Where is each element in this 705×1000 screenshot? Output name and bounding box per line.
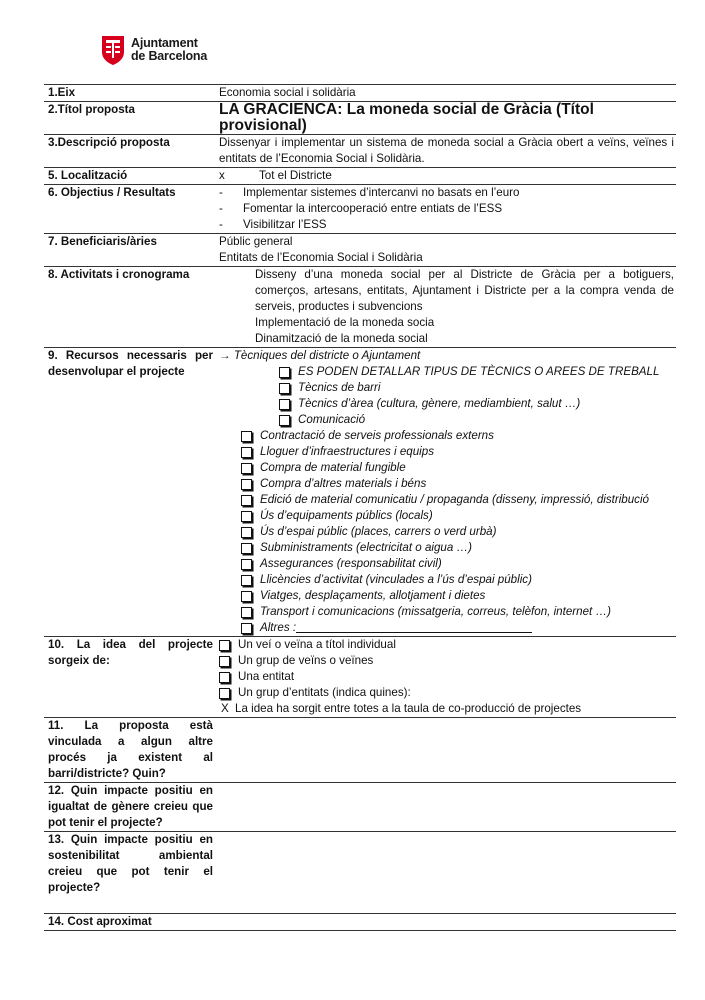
checkbox-icon[interactable] (279, 415, 290, 426)
beneficiari-item: Públic general (219, 235, 293, 248)
checkbox-icon[interactable] (219, 688, 230, 699)
label-activitats: 8. Activitats i cronograma (48, 268, 190, 281)
logo-text: Ajuntament de Barcelona (131, 36, 208, 63)
label-recursos: 9. Recursos necessaris per desenvolupar el projecte (48, 349, 213, 378)
recurs-item[interactable]: Edició de material comunicatiu / propaganda (disseny, impressió, distribució (219, 492, 674, 508)
label-eix: 1.Eix (48, 86, 76, 99)
localitzacio-text: Tot el Districte (259, 169, 332, 182)
idea-option[interactable]: Un grup de veïns o veïnes (219, 653, 674, 669)
row-vinculada (44, 718, 676, 783)
idea-selected: X La idea ha sorgit entre totes a la taula de co-producció de projectes (221, 702, 582, 715)
row-genere (44, 783, 676, 832)
checkbox-icon[interactable] (279, 399, 290, 410)
localitzacio-mark: x (219, 169, 225, 182)
value-descripcio: Dissenyar i implementar un sistema de moneda social a Gràcia obert a veïns, veïnes i entitats de l’Economia Social i Solidària. (219, 136, 674, 165)
idea-option[interactable]: Un veí o veïna a títol individual (219, 637, 674, 653)
checkbox-icon[interactable] (219, 640, 230, 651)
checkbox-icon[interactable] (279, 367, 290, 378)
label-beneficiaris: 7. Beneficiaris/àries (48, 235, 157, 248)
row-localitzacio (44, 168, 676, 185)
recurs-subitem[interactable]: ES PODEN DETALLAR TIPUS DE TÈCNICS O AREES DE TREBALL (219, 364, 674, 380)
activitat-item: Implementació de la moneda socia (255, 316, 435, 329)
label-genere: 12. Quin impacte positiu en igualtat de gènere creieu que pot tenir el projecte? (48, 784, 213, 829)
selected-mark: X (221, 702, 229, 715)
value-idea (215, 637, 676, 718)
recurs-item[interactable]: Contractació de serveis professionals externs (219, 428, 674, 444)
activitat-item: Dinamització de la moneda social (255, 332, 428, 345)
recurs-item[interactable]: Ús d’equipaments públics (locals) (219, 508, 674, 524)
recursos-header: → Tècniques del districte o Ajuntament (219, 349, 421, 362)
checkbox-icon[interactable] (241, 543, 252, 554)
label-sostenibilitat: 13. Quin impacte positiu en sostenibilitat ambiental creieu que pot tenir el projecte? (48, 833, 213, 894)
label-titol: 2.Títol proposta (48, 103, 135, 116)
altres-blank-line[interactable] (296, 620, 532, 633)
checkbox-icon[interactable] (241, 495, 252, 506)
idea-option[interactable]: Una entitat (219, 669, 674, 685)
row-activitats (44, 267, 676, 348)
label-idea: 10. La idea del projecte sorgeix de: (48, 638, 213, 667)
checkbox-icon[interactable] (241, 511, 252, 522)
idea-option[interactable]: Un grup d’entitats (indica quines): (219, 685, 674, 701)
row-sostenibilitat (44, 832, 676, 914)
recurs-subitem[interactable]: Comunicació (219, 412, 674, 428)
activitat-item: Disseny d’una moneda social per al Districte de Gràcia per a botiguers, comerços, artesans, entitats, Ajuntament i Districte per a la compra venda de serveis, productes i subvencions (255, 268, 674, 313)
checkbox-icon[interactable] (241, 591, 252, 602)
value-recursos (215, 348, 676, 637)
row-objectius (44, 185, 676, 234)
checkbox-icon[interactable] (241, 575, 252, 586)
row-idea (44, 637, 676, 718)
checkbox-icon[interactable] (219, 656, 230, 667)
ajuntament-logo (100, 33, 207, 67)
value-sostenibilitat[interactable] (215, 832, 676, 914)
row-titol (44, 102, 676, 135)
recurs-item[interactable]: Assegurances (responsabilitat civil) (219, 556, 674, 572)
checkbox-icon[interactable] (241, 607, 252, 618)
label-vinculada: 11. La proposta està vinculada a algun altre procés ja existent al barri/districte? Quin? (48, 719, 213, 780)
value-vinculada[interactable] (215, 718, 676, 783)
recurs-item[interactable]: Transport i comunicacions (missatgeria, correus, telèfon, internet …) (219, 604, 674, 620)
proposal-form (44, 84, 676, 931)
label-objectius: 6. Objectius / Resultats (48, 186, 176, 199)
barcelona-shield-icon (100, 34, 126, 66)
checkbox-icon[interactable] (219, 672, 230, 683)
value-localitzacio (215, 168, 676, 185)
recurs-subitem[interactable]: Tècnics de barri (219, 380, 674, 396)
row-beneficiaris (44, 234, 676, 267)
label-descripcio: 3.Descripció proposta (48, 136, 170, 149)
checkbox-icon[interactable] (241, 559, 252, 570)
recurs-item[interactable]: Subministraments (electricitat o aigua …) (219, 540, 674, 556)
label-cost: 14. Cost aproximat (48, 915, 152, 928)
checkbox-icon[interactable] (241, 527, 252, 538)
row-cost (44, 914, 676, 931)
value-beneficiaris (215, 234, 676, 267)
recurs-item[interactable]: Viatges, desplaçaments, allotjament i dietes (219, 588, 674, 604)
value-titol: LA GRACIENCA: La moneda social de Gràcia (Títol provisional) (219, 101, 594, 134)
row-descripcio (44, 135, 676, 168)
value-objectius (215, 185, 676, 234)
value-genere[interactable] (215, 783, 676, 832)
recurs-item[interactable]: Llicències d’activitat (vinculades a l’ús d’espai públic) (219, 572, 674, 588)
recurs-item[interactable]: Ús d’espai públic (places, carrers o verd urbà) (219, 524, 674, 540)
checkbox-icon[interactable] (241, 479, 252, 490)
checkbox-icon[interactable] (279, 383, 290, 394)
checkbox-icon[interactable] (241, 447, 252, 458)
recurs-altres[interactable]: Altres : (219, 620, 674, 636)
value-activitats (215, 267, 676, 348)
checkbox-icon[interactable] (241, 431, 252, 442)
checkbox-icon[interactable] (241, 623, 252, 634)
recurs-item[interactable]: Compra d’altres materials i béns (219, 476, 674, 492)
recurs-item[interactable]: Compra de material fungible (219, 460, 674, 476)
row-eix (44, 85, 676, 102)
checkbox-icon[interactable] (241, 463, 252, 474)
objectiu-item: - Fomentar la intercooperació entre entiats de l’ESS (219, 202, 503, 215)
objectiu-item: - Implementar sistemes d’intercanvi no basats en l’euro (219, 186, 520, 199)
beneficiari-item: Entitats de l’Economia Social i Solidària (219, 251, 423, 264)
label-localitzacio: 5. Localització (48, 169, 128, 182)
row-recursos (44, 348, 676, 637)
value-eix: Economia social i solidària (219, 86, 356, 99)
value-cost[interactable] (215, 914, 676, 931)
recurs-item[interactable]: Lloguer d’infraestructures i equips (219, 444, 674, 460)
recurs-subitem[interactable]: Tècnics d’àrea (cultura, gènere, mediambient, salut …) (219, 396, 674, 412)
objectiu-item: - Visibilitzar l’ESS (219, 218, 327, 231)
